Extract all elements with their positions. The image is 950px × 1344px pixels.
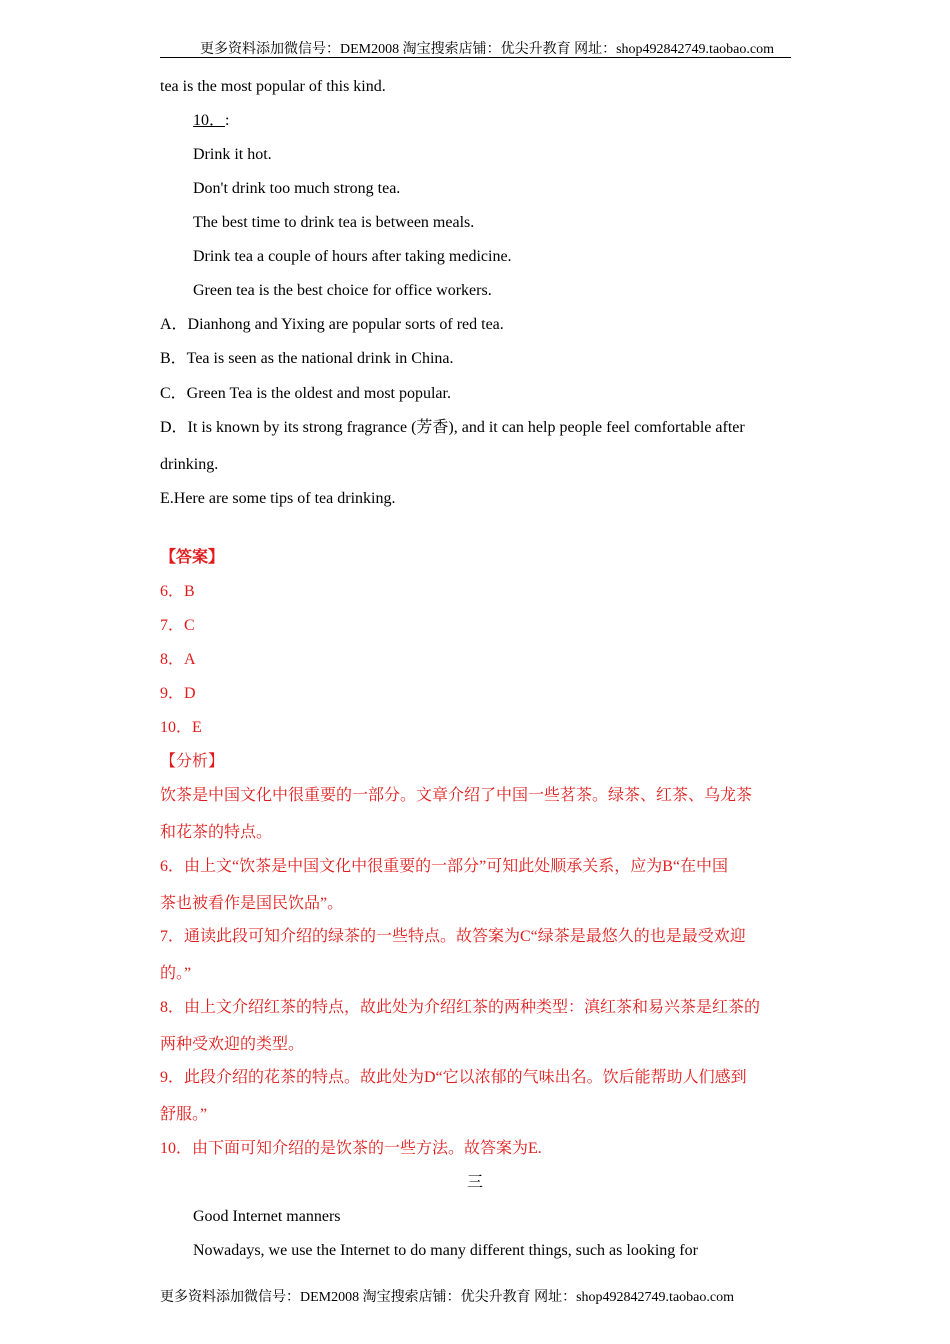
passage-continuation: tea is the most popular of this kind. xyxy=(160,78,386,95)
blank-number: 10． xyxy=(193,112,226,129)
analysis-q7: 7．通读此段可知介绍的绿茶的一些特点。故答案为C“绿茶是最悠久的也是最受欢迎 xyxy=(160,928,746,945)
tip-line: The best time to drink tea is between meals. xyxy=(193,214,475,231)
tip-line: Green tea is the best choice for office workers. xyxy=(193,282,492,299)
option-d: D．It is known by its strong fragrance (芳香), and it can help people feel comfortable after xyxy=(160,419,745,436)
tip-line: Don't drink too much strong tea. xyxy=(193,180,401,197)
analysis-q10: 10．由下面可知介绍的是饮茶的一些方法。故答案为E. xyxy=(160,1140,542,1157)
option-c: C．Green Tea is the oldest and most popular. xyxy=(160,385,451,402)
question-10-blank xyxy=(193,111,229,131)
blank-colon: : xyxy=(225,112,230,129)
analysis-q7-continued: 的。” xyxy=(160,965,192,982)
answer-item: 10．E xyxy=(160,719,202,736)
section-title: Good Internet manners xyxy=(193,1208,341,1225)
page-header: 更多资料添加微信号：DEM2008 淘宝搜索店铺：优尖升教育 网址：shop492842749.taobao.com xyxy=(200,42,774,57)
option-a: A．Dianhong and Yixing are popular sorts of red tea. xyxy=(160,316,504,333)
answer-item: 9．D xyxy=(160,685,196,702)
answer-item: 8．A xyxy=(160,651,196,668)
tip-line: Drink tea a couple of hours after taking medicine. xyxy=(193,248,512,265)
option-e: E.Here are some tips of tea drinking. xyxy=(160,490,396,507)
page-footer: 更多资料添加微信号：DEM2008 淘宝搜索店铺：优尖升教育 网址：shop492842749.taobao.com xyxy=(160,1290,734,1305)
analysis-intro-continued: 和花茶的特点。 xyxy=(160,824,273,841)
analysis-q9: 9．此段介绍的花茶的特点。故此处为D“它以浓郁的气味出名。饮后能帮助人们感到 xyxy=(160,1069,747,1086)
analysis-q8: 8．由上文介绍红茶的特点，故此处为介绍红茶的两种类型：滇红茶和易兴茶是红茶的 xyxy=(160,999,761,1016)
answer-item: 6．B xyxy=(160,583,195,600)
answer-item: 7．C xyxy=(160,617,195,634)
tip-line: Drink it hot. xyxy=(193,146,272,163)
option-b: B．Tea is seen as the national drink in China. xyxy=(160,350,454,367)
analysis-q6-continued: 茶也被看作是国民饮品”。 xyxy=(160,895,344,912)
header-divider xyxy=(160,57,791,58)
analysis-q6: 6．由上文“饮茶是中国文化中很重要的一部分”可知此处顺承关系，应为B“在中国 xyxy=(160,858,728,875)
analysis-heading: 【分析】 xyxy=(160,753,225,770)
analysis-intro: 饮茶是中国文化中很重要的一部分。文章介绍了中国一些茗茶。绿茶、红茶、乌龙茶 xyxy=(160,787,753,804)
analysis-q9-continued: 舒服。” xyxy=(160,1106,208,1123)
option-d-continued: drinking. xyxy=(160,456,219,473)
answer-heading: 【答案】 xyxy=(160,549,225,566)
section-first-line: Nowadays, we use the Internet to do many different things, such as looking for xyxy=(193,1242,698,1259)
analysis-q8-continued: 两种受欢迎的类型。 xyxy=(160,1036,305,1053)
section-number: 三 xyxy=(467,1174,484,1191)
